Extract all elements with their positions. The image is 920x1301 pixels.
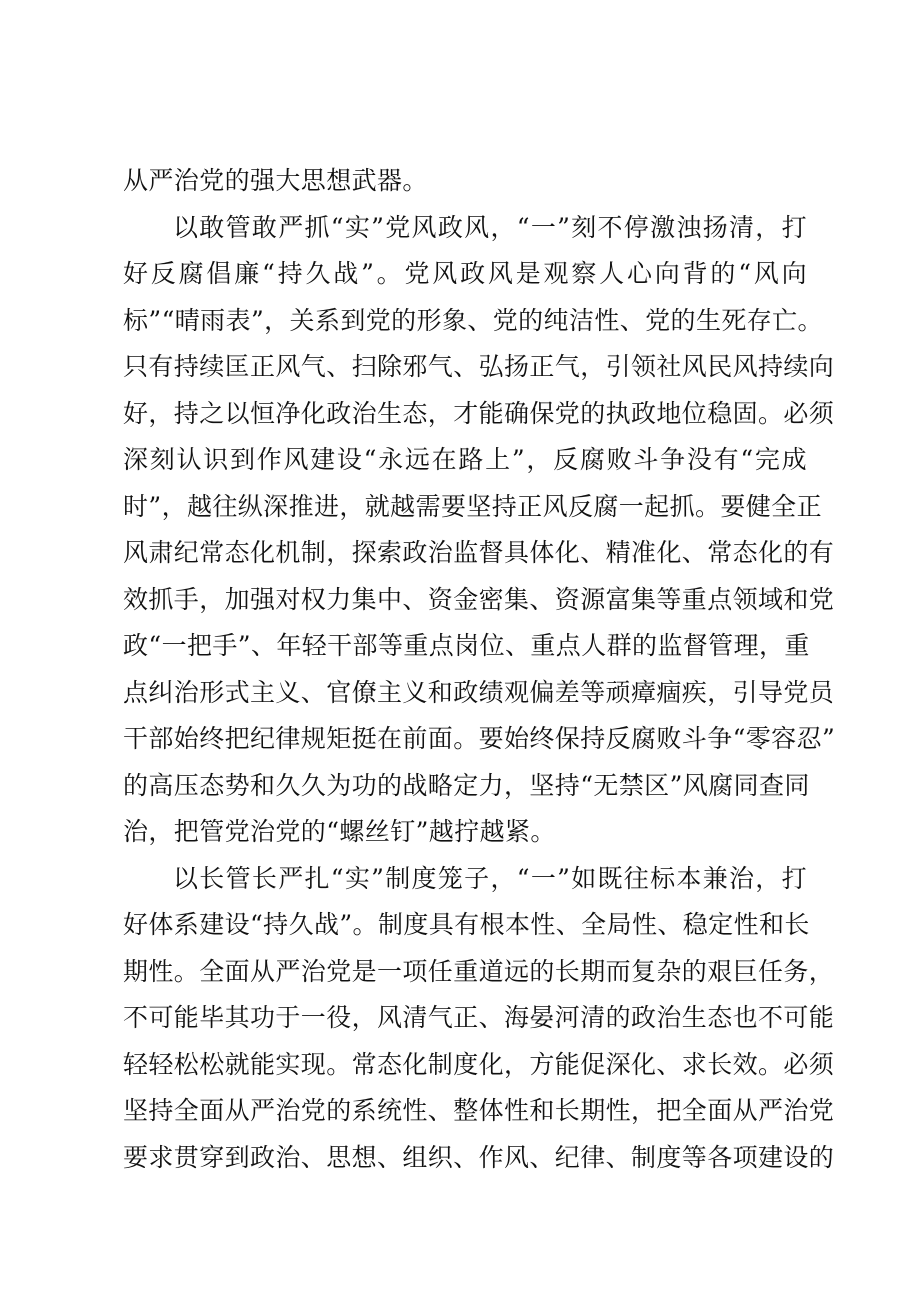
paragraph-2	[123, 205, 836, 856]
text-line: 的高压态势和久久为功的战略定力，坚持“无禁区”风腐同查同	[123, 770, 810, 800]
text-line: 干部始终把纪律规矩挺在前面。要始终保持反腐败斗争“零容忍”	[123, 724, 836, 753]
paragraph-3	[123, 856, 835, 1182]
text-line: 风肃纪常态化机制，探索政治监督具体化、精准化、常态化的有	[123, 538, 835, 567]
text-line: 效抓手，加强对权力集中、资金密集、资源富集等重点领域和党	[123, 584, 835, 614]
text-line: 政“一把手”、年轻干部等重点岗位、重点人群的监督管理，重	[123, 631, 810, 660]
text-line: 点纠治形式主义、官僚主义和政绩观偏差等顽瘴痼疾，引导党员	[123, 677, 835, 707]
text-line: 从严治党的强大思想武器。	[123, 166, 428, 195]
text-line: 轻轻松松就能实现。常态化制度化，方能促深化、求长效。必须	[123, 1049, 835, 1079]
document-body	[123, 158, 836, 1181]
text-line: 好体系建设“持久战”。制度具有根本性、全局性、稳定性和长	[123, 910, 810, 939]
text-line: 以长管长严扎“实”制度笼子，“一”如既往标本兼治，打	[173, 863, 807, 893]
text-line: 标”“晴雨表”，关系到党的形象、党的纯洁性、党的生死存亡。	[123, 305, 823, 335]
text-line: 治，把管党治党的“螺丝钉”越拧越紧。	[123, 817, 556, 846]
paragraph-1	[123, 158, 807, 205]
text-line: 期性。全面从严治党是一项任重道远的长期而复杂的艰巨任务，	[123, 956, 835, 986]
text-line: 好反腐倡廉“持久战”。党风政风是观察人心向背的“风向	[123, 259, 807, 288]
text-line: 要求贯穿到政治、思想、组织、作风、纪律、制度等各项建设的	[123, 1142, 835, 1172]
text-line: 好，持之以恒净化政治生态，才能确保党的执政地位稳固。必须	[123, 398, 835, 428]
text-line: 只有持续匡正风气、扫除邪气、弘扬正气，引领社风民风持续向	[123, 352, 835, 381]
text-line: 以敢管敢严抓“实”党风政风，“一”刻不停激浊扬清，打	[173, 212, 807, 242]
text-line: 时”，越往纵深推进，就越需要坚持正风反腐一起抓。要健全正	[123, 491, 822, 521]
text-line: 深刻认识到作风建设“永远在路上”，反腐败斗争没有“完成	[123, 445, 807, 474]
text-line: 坚持全面从严治党的系统性、整体性和长期性，把全面从严治党	[123, 1096, 835, 1125]
text-line: 不可能毕其功于一役，风清气正、海晏河清的政治生态也不可能	[123, 1003, 835, 1032]
